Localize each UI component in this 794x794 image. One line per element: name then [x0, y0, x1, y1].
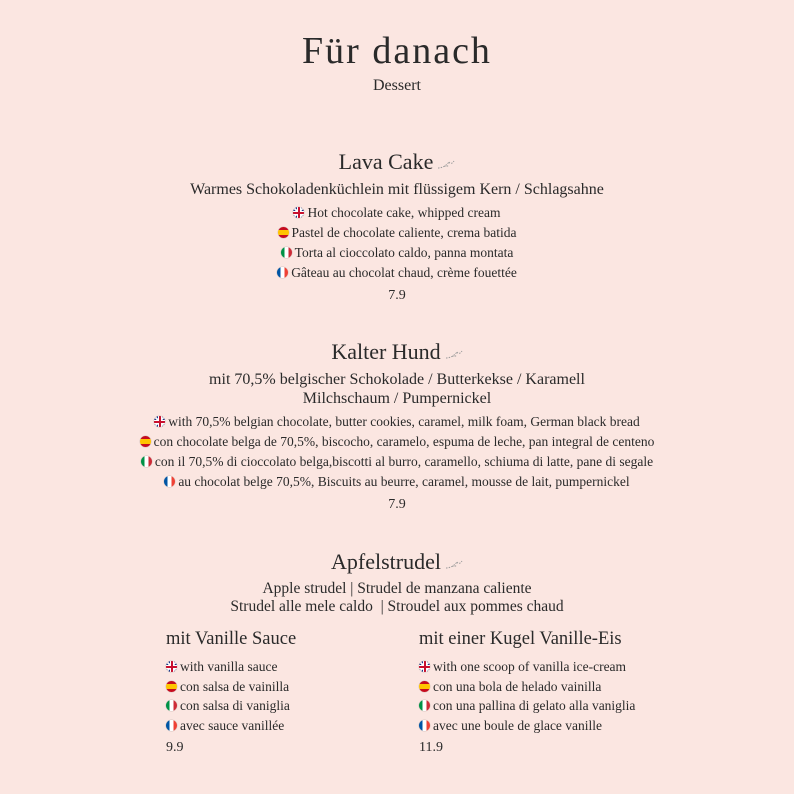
- france-flag-icon: [419, 720, 430, 731]
- dish-translations-line2: Strudel alle mele caldo | Stroudel aux pommes chaud: [230, 598, 564, 615]
- translation-en: Hot chocolate cake, whipped cream: [0, 203, 794, 223]
- translation-en: with 70,5% belgian chocolate, butter cookies, caramel, milk foam, German black bread: [0, 412, 794, 432]
- dish-price: 7.9: [388, 497, 406, 512]
- leaf-icon: [445, 349, 463, 359]
- menu-item-apfelstrudel: [0, 548, 794, 616]
- page-subtitle: Dessert: [373, 77, 421, 94]
- france-flag-icon: [164, 476, 175, 487]
- dish-description: Warmes Schokoladenküchlein mit flüssigem Kern / Schlagsahne: [190, 181, 604, 198]
- menu-item-lava-cake: [0, 148, 794, 305]
- translation-es: con chocolate belga de 70,5%, biscocho, caramelo, espuma de leche, pan integral de centeno: [0, 432, 794, 452]
- dish-price: 7.9: [388, 288, 406, 303]
- dish-name: Apfelstrudel: [331, 549, 441, 574]
- spain-flag-icon: [166, 681, 177, 692]
- uk-flag-icon: [419, 661, 430, 672]
- italy-flag-icon: [166, 700, 177, 711]
- translation-it: con il 70,5% di cioccolato belga,biscotti al burro, caramello, schiuma di latte, pane di segale: [0, 452, 794, 472]
- italy-flag-icon: [281, 247, 292, 258]
- dish-name: Lava Cake: [338, 149, 434, 174]
- page-title: Für danach: [302, 30, 492, 72]
- translation-es: Pastel de chocolate caliente, crema batida: [0, 223, 794, 243]
- dish-description-line2: Milchschaum / Pumpernickel: [302, 390, 492, 407]
- option-vanilla-sauce: [166, 627, 296, 757]
- dish-title: [0, 338, 794, 366]
- dish-translations-line1: Apple strudel | Strudel de manzana caliente: [262, 580, 532, 597]
- translation-fr: avec une boule de glace vanille: [419, 716, 635, 736]
- translation-it: con salsa di vaniglia: [166, 696, 296, 716]
- italy-flag-icon: [419, 700, 430, 711]
- italy-flag-icon: [141, 456, 152, 467]
- option-price: 11.9: [419, 740, 443, 755]
- translation-fr: avec sauce vanillée: [166, 716, 296, 736]
- france-flag-icon: [166, 720, 177, 731]
- translation-en: with one scoop of vanilla ice-cream: [419, 657, 635, 677]
- dish-title: [0, 148, 794, 176]
- translation-es: con salsa de vainilla: [166, 677, 296, 697]
- uk-flag-icon: [154, 416, 165, 427]
- translation-es: con una bola de helado vainilla: [419, 677, 635, 697]
- option-title: mit einer Kugel Vanille-Eis: [419, 629, 622, 649]
- leaf-icon: [445, 559, 463, 569]
- spain-flag-icon: [140, 436, 151, 447]
- option-price: 9.9: [166, 740, 184, 755]
- leaf-icon: [437, 159, 455, 169]
- option-vanilla-ice-cream: [419, 627, 635, 757]
- dish-title: [0, 548, 794, 576]
- france-flag-icon: [277, 267, 288, 278]
- translation-it: con una pallina di gelato alla vaniglia: [419, 696, 635, 716]
- dish-name: Kalter Hund: [331, 339, 441, 364]
- uk-flag-icon: [293, 207, 304, 218]
- dish-description-line1: mit 70,5% belgischer Schokolade / Butterkekse / Karamell: [209, 371, 585, 388]
- option-title: mit Vanille Sauce: [166, 629, 297, 649]
- translation-it: Torta al cioccolato caldo, panna montata: [0, 243, 794, 263]
- translation-en: with vanilla sauce: [166, 657, 296, 677]
- translation-fr: au chocolat belge 70,5%, Biscuits au beurre, caramel, mousse de lait, pumpernickel: [0, 472, 794, 492]
- spain-flag-icon: [278, 227, 289, 238]
- spain-flag-icon: [419, 681, 430, 692]
- uk-flag-icon: [166, 661, 177, 672]
- menu-item-kalter-hund: [0, 338, 794, 514]
- translation-fr: Gâteau au chocolat chaud, crème fouettée: [0, 263, 794, 283]
